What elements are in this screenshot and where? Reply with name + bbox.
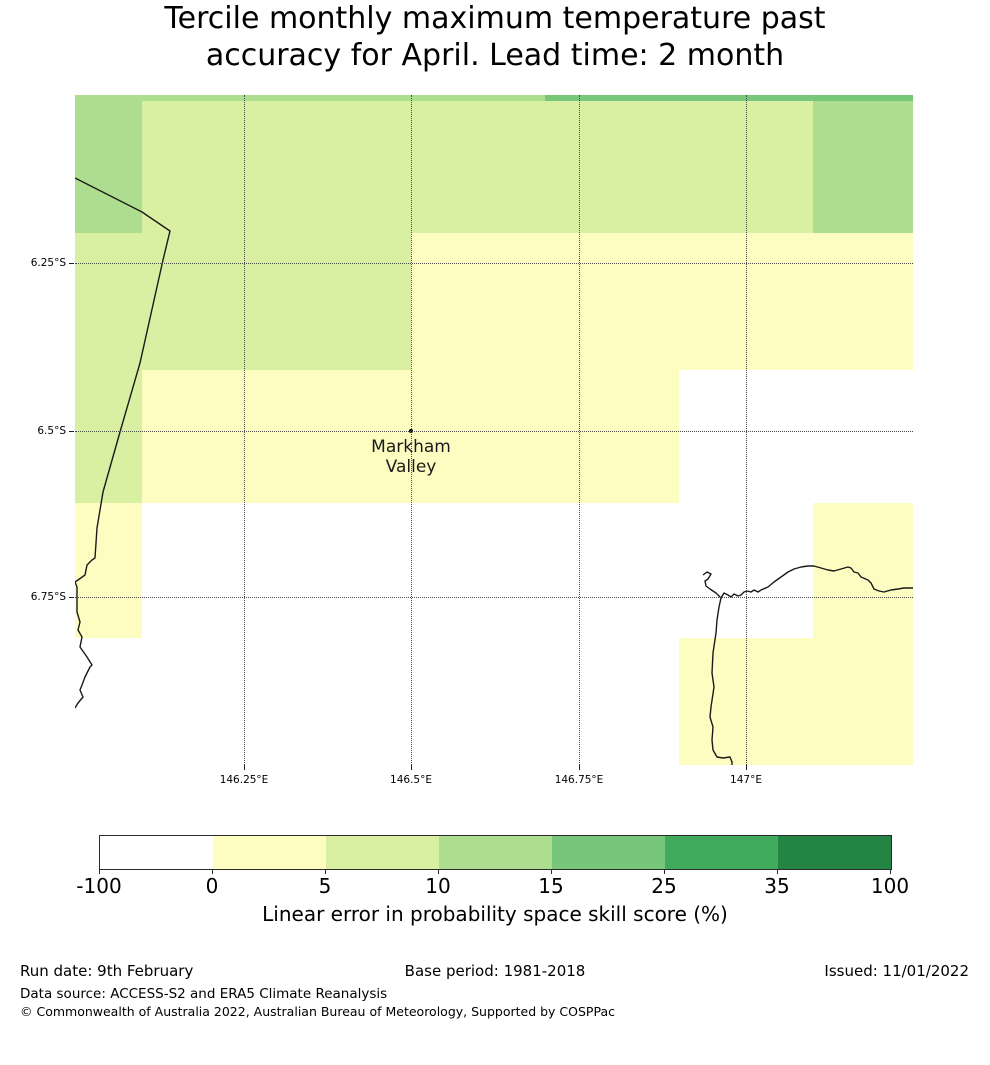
run-date-text: Run date: 9th February (20, 962, 194, 980)
y-tick-label: 6.75°S (30, 591, 66, 603)
markham-valley-label-line2: Valley (385, 457, 437, 477)
longitude-gridline (746, 95, 747, 765)
x-tick-label: 146.75°E (554, 774, 604, 786)
colorbar-tick-label: 0 (205, 874, 219, 898)
x-tick (411, 765, 412, 770)
copyright-text: © Commonwealth of Australia 2022, Australian Bureau of Meteorology, Supported by COSPPac (20, 1004, 615, 1019)
latitude-gridline (75, 431, 913, 432)
markham-valley-label-line1: Markham (371, 437, 451, 457)
x-tick-label: 146.25°E (219, 774, 269, 786)
longitude-gridline (411, 95, 412, 765)
colorbar-segment--100-0 (100, 836, 213, 869)
latitude-gridline (75, 263, 913, 264)
colorbar (76, 835, 910, 898)
y-tick (69, 597, 74, 598)
y-tick (69, 431, 74, 432)
x-tick (244, 765, 245, 770)
colorbar-segment-15-25 (552, 836, 665, 869)
colorbar-tick-label: 15 (538, 874, 564, 898)
colorbar-tick-label: 5 (318, 874, 332, 898)
latitude-gridline (75, 597, 913, 598)
coastline (75, 95, 913, 765)
colorbar-segment-35-100 (778, 836, 891, 869)
colorbar-tick-label: 25 (651, 874, 677, 898)
x-tick-label: 147°E (730, 774, 762, 786)
coastline-path (75, 178, 170, 708)
colorbar-segment-10-15 (439, 836, 552, 869)
colorbar-gradient (99, 835, 892, 870)
data-source-text: Data source: ACCESS-S2 and ERA5 Climate Reanalysis (20, 986, 388, 1002)
colorbar-segment-25-35 (665, 836, 778, 869)
colorbar-tick-label: 35 (764, 874, 790, 898)
colorbar-tick-label: 100 (870, 874, 910, 898)
y-tick (69, 263, 74, 264)
x-tick-label: 146.5°E (390, 774, 432, 786)
colorbar-tick-label: 10 (425, 874, 451, 898)
longitude-gridline (244, 95, 245, 765)
coastline-path (703, 566, 913, 598)
colorbar-caption: Linear error in probability space skill score (%) (262, 902, 728, 926)
issued-text: Issued: 11/01/2022 (824, 962, 969, 980)
colorbar-tick-label: -100 (76, 874, 122, 898)
y-tick-label: 6.5°S (37, 425, 66, 437)
longitude-gridline (579, 95, 580, 765)
base-period-text: Base period: 1981-2018 (404, 962, 586, 980)
chart-title (0, 0, 990, 74)
x-tick (746, 765, 747, 770)
chart-title-line2: accuracy for April. Lead time: 2 month (205, 38, 785, 73)
colorbar-segment-0-5 (213, 836, 326, 869)
chart-title-line1: Tercile monthly maximum temperature past (164, 1, 826, 36)
map-plot (30, 95, 913, 786)
x-tick (579, 765, 580, 770)
y-tick-label: 6.25°S (30, 257, 66, 269)
coastline-path (710, 598, 732, 765)
colorbar-segment-5-10 (326, 836, 439, 869)
